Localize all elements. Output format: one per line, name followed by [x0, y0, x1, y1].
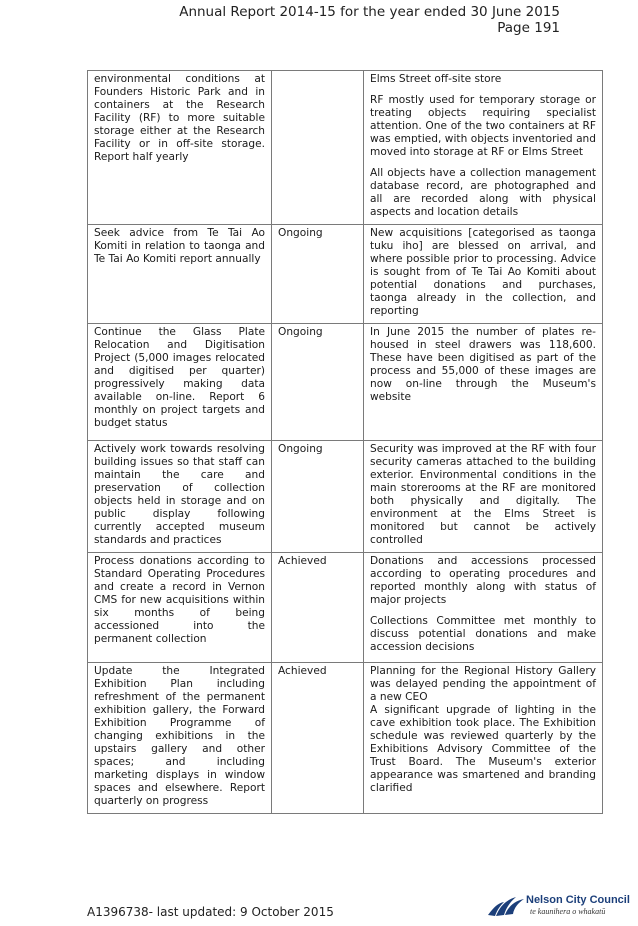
nelson-city-council-wave-icon [486, 893, 526, 919]
result-paragraph: All objects have a collection management database record, are photographed and all are recorded along with physical aspects and location details [370, 167, 596, 218]
measure-cell: Seek advice from Te Tai Ao Komiti in relation to taonga and Te Tai Ao Komiti report annually [88, 225, 272, 324]
result-cell [364, 324, 603, 441]
status-cell: Achieved [272, 553, 364, 663]
result-paragraph: Collections Committee met monthly to discuss potential donations and make accession decisions [370, 615, 596, 653]
table-row [88, 225, 603, 324]
result-cell [364, 553, 603, 663]
status-cell: Ongoing [272, 441, 364, 553]
page-header [179, 4, 560, 36]
table-row [88, 553, 603, 663]
measure-cell: Actively work towards resolving building issues so that staff can maintain the care and preservation of collection objects held in storage and on public display following currently accepted museum standards and practices [88, 441, 272, 553]
table-row [88, 663, 603, 814]
measure-cell: Continue the Glass Plate Relocation and Digitisation Project (5,000 images relocated and digitised per quarter) progressively making data available on-line. Report 6 monthly on project targets and budget status [88, 324, 272, 441]
result-cell [364, 71, 603, 225]
result-paragraph: A significant upgrade of lighting in the cave exhibition took place. The Exhibition schedule was reviewed quarterly by the Exhibitions Advisory Committee of the Trust Board. The Museum's exterior appearance was smartened and branding clarified [370, 704, 596, 794]
table-row [88, 71, 603, 225]
result-paragraph: RF mostly used for temporary storage or treating objects requiring specialist attention. One of the two containers at RF was emptied, with objects inventoried and moved into storage at RF or Elms Street [370, 94, 596, 158]
result-paragraph: Security was improved at the RF with four security cameras attached to the building exterior. Environmental conditions in the main storerooms at the RF are monitored both physically and digitally. The environment at the Elms Street is monitored but cannot be actively controlled [370, 443, 596, 546]
result-paragraph: Planning for the Regional History Gallery was delayed pending the appointment of a new CEO [370, 665, 596, 703]
status-cell: Ongoing [272, 324, 364, 441]
result-paragraph: Donations and accessions processed according to operating procedures and reported monthly along with status of major projects [370, 555, 596, 606]
result-cell [364, 441, 603, 553]
result-paragraph: In June 2015 the number of plates re-housed in steel drawers was 118,600. These have been digitised as part of the process and 55,000 of these images are now on-line through the Museum's website [370, 326, 596, 403]
status-cell: Ongoing [272, 225, 364, 324]
measure-cell: Update the Integrated Exhibition Plan including refreshment of the permanent exhibition gallery, the Forward Exhibition Programme of changing exhibitions in the upstairs gallery and other spaces; and including marketing displays in window spaces and elsewhere. Report quarterly on progress [88, 663, 272, 814]
status-cell: Achieved [272, 663, 364, 814]
status-cell [272, 71, 364, 225]
result-paragraph: New acquisitions [categorised as taonga tuku iho] are blessed on arrival, and where possible prior to processing. Advice is sought from of Te Tai Ao Komiti about potential donations and purchases, taonga already in the collection, and reporting [370, 227, 596, 317]
performance-table [87, 70, 603, 814]
measure-cell: Process donations according to Standard Operating Procedures and create a record in Vernon CMS for new acquisitions within six months of being accessioned into the permanent collection [88, 553, 272, 663]
council-logo [486, 893, 630, 919]
table-row [88, 441, 603, 553]
document-reference: A1396738- last updated: 9 October 2015 [87, 905, 334, 919]
result-cell [364, 663, 603, 814]
page-number: Page 191 [497, 20, 560, 36]
logo-subtitle: te kaunihera o whakatū [530, 907, 606, 916]
logo-name: Nelson City Council [526, 894, 630, 906]
result-paragraph: Elms Street off-site store [370, 73, 502, 85]
result-cell [364, 225, 603, 324]
table-row [88, 324, 603, 441]
report-title: Annual Report 2014-15 for the year ended 30 June 2015 [179, 4, 560, 20]
measure-cell: environmental conditions at Founders Historic Park and in containers at the Research Facility (RF) to more suitable storage either at the Research Facility or in off-site storage. Report half yearly [88, 71, 272, 225]
